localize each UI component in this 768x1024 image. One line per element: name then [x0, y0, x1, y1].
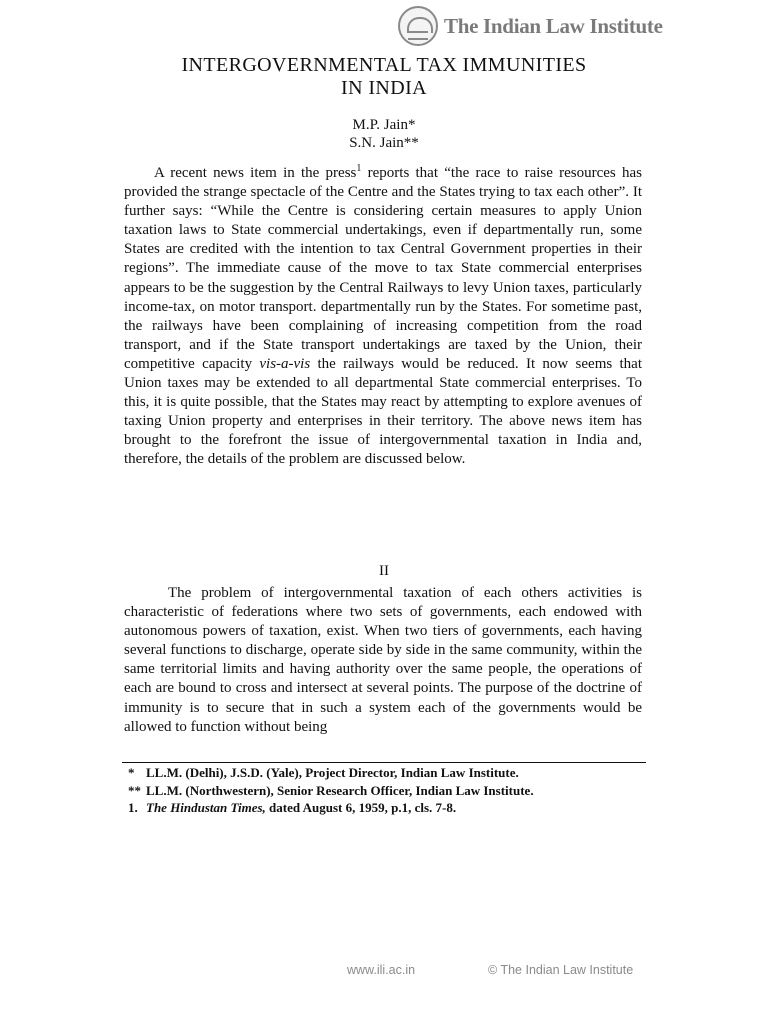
footnote-2	[128, 782, 648, 800]
footnote-mark: 1.	[128, 800, 138, 815]
paragraph-2: The problem of intergovernmental taxation of each others activities is characteristic of federations where two sets of governments, each endowed with autonomous powers of taxation, exist. When two tiers of governments, each having several functions to discharge, operate side by side in the same community, within the same territorial limits and having authority over the same people, the operations of each are bound to cross and intersect at several points. The purpose of the doctrine of immunity is to secure that in such a system each of the governments would be allowed to function without being	[124, 585, 642, 735]
footer-url-link[interactable]: www.ili.ac.in	[347, 963, 416, 977]
institute-watermark	[398, 4, 663, 48]
author-1: M.P. Jain*	[352, 117, 416, 133]
institute-seal-icon	[398, 6, 438, 46]
footnote-3	[128, 799, 648, 817]
footnote-ref-1: 1	[356, 163, 362, 174]
author-list	[0, 116, 768, 152]
title-line-1: INTERGOVERNMENTAL TAX IMMUNITIES	[181, 54, 587, 76]
watermark-text: The Indian Law Institute	[444, 13, 663, 38]
footnote-text	[146, 799, 456, 817]
author-2: S.N. Jain**	[349, 135, 419, 151]
footnote-1	[128, 764, 648, 782]
title-line-2: IN INDIA	[341, 77, 427, 99]
footnote-mark: *	[128, 765, 135, 780]
page-footer	[0, 963, 768, 981]
article-title	[0, 54, 768, 100]
section-heading: II	[379, 563, 389, 579]
footnote-text: LL.M. (Northwestern), Senior Research Officer, Indian Law Institute.	[146, 782, 534, 798]
paragraph-1-italic: vis-a-vis	[259, 355, 311, 372]
paragraph-1-text-a: A recent news item in the press	[154, 165, 357, 181]
footnote-text: LL.M. (Delhi), J.S.D. (Yale), Project Director, Indian Law Institute.	[146, 765, 519, 780]
footnote-source-title: The Hindustan Times,	[146, 800, 266, 815]
footer-copyright: © The Indian Law Institute	[488, 963, 634, 977]
paragraph-1-text-c: the railways would be reduced. It now seems that Union taxes may be extended to all departmental State commercial enterprises. To this, it is quite possible, that the States may react by attempting to explore avenues of taxing Union property and enterprises in their territory. The above news item has brought to the forefront the issue of intergovernmental taxation in India and, therefore, the details of the problem are discussed below.	[124, 355, 642, 468]
footnote-source-details: dated August 6, 1959, p.1, cls. 7-8.	[265, 800, 457, 815]
paragraph-1	[124, 164, 642, 470]
footnote-divider	[122, 762, 646, 763]
paragraph-1-text-b: reports that “the race to raise resources has provided the strange spectacle of the Centre and the States trying to tax each other”. It further says: “While the Centre is considering certain measures to apply Union taxation laws to State commercial undertakings, even if departmentally run, some States are credited with the intention to tax Central Government properties in their regions”. The immediate cause of the move to tax State commercial enterprises appears to be the suggestion by the Central Railways to levy Union taxes, particularly income-tax, on motor transport. departmentally run by the States. For sometime past, the railways have been complaining of increasing competition from the road transport, and if the State transport undertakings are taxed by the Union, their competitive capacity	[124, 165, 643, 372]
footnotes	[128, 764, 648, 817]
footnote-mark: **	[128, 782, 141, 798]
